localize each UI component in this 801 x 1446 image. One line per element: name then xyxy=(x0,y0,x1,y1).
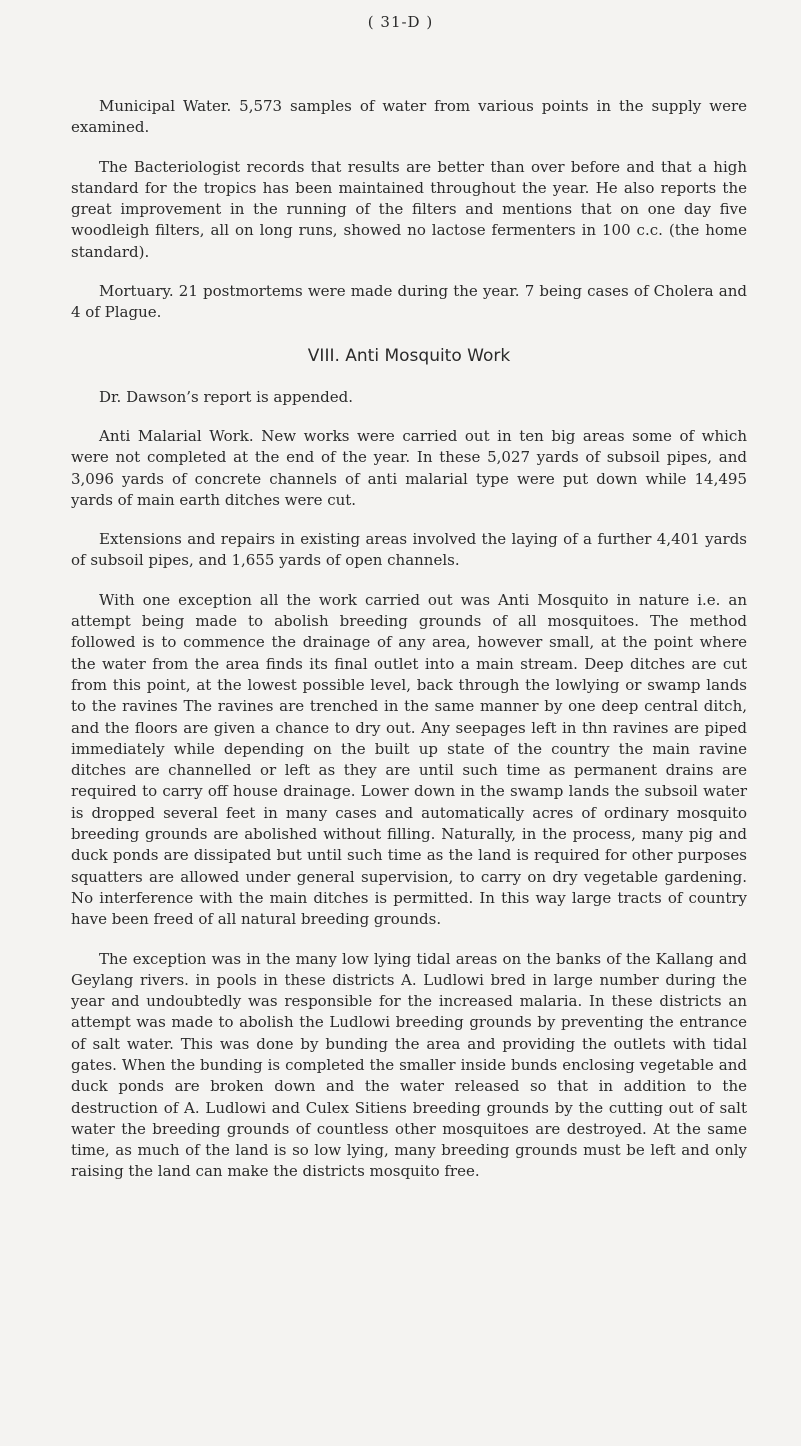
paragraph-anti-malarial-work: Anti Malarial Work. New works were carried out in ten big areas some of which were not completed at the end of the year. In these 5,027 yards of subsoil pipes, and 3,096 yards of concrete channels of anti malarial type were put down while 14,495 yards of main earth ditches were cut. xyxy=(71,426,747,509)
paragraph-exception: The exception was in the many low lying tidal areas on the banks of the Kallang and Geylang rivers. in pools in these districts A. Ludlowi bred in large number during the year and undoubtedly was responsible for the increased malaria. In these districts an attempt was made to abolish the Ludlowi breeding grounds by preventing the entrance of salt water. This was done by bunding the area and providing the outlets with tidal gates. When the bunding is completed the smaller inside bunds enclosing vegetable and duck ponds are broken down and the water released so that in addition to the destruction of A. Ludlowi and Culex Sitiens breeding grounds by the cutting out of salt water the breeding grounds of countless other mosquitoes are destroyed. At the same time, as much of the land is so low lying, many breeding grounds must be left and only raising the land can make the districts mosquito free. xyxy=(71,949,747,1181)
paragraph-municipal-water: Municipal Water. 5,573 samples of water from various points in the supply were examined. xyxy=(71,97,747,137)
paragraph-bacteriologist: The Bacteriologist records that results are better than over before and that a high standard for the tropics has been maintained throughout the year. He also reports the great improvement in the running of the filters and mentions that on one day five woodleigh filters, all on long runs, showed no lactose fermenters in 100 c.c. (the home standard). xyxy=(71,157,747,261)
paragraph-dawson-report: Dr. Dawson’s report is appended. xyxy=(99,387,353,406)
paragraph-extensions: Extensions and repairs in existing areas involved the laying of a further 4,401 yards of subsoil pipes, and 1,655 yards of open channels. xyxy=(71,530,747,570)
paragraph-mortuary: Mortuary. 21 postmortems were made during the year. 7 being cases of Cholera and 4 of Plague. xyxy=(71,282,747,322)
document-body xyxy=(71,96,747,1183)
section-heading: VIII. Anti Mosquito Work xyxy=(307,345,511,366)
paragraph-method: With one exception all the work carried out was Anti Mosquito in nature i.e. an attempt being made to abolish breeding grounds of all mosquitoes. The method followed is to commence the drainage of any area, however small, at the point where the water from the area finds its final outlet into a main stream. Deep ditches are cut from this point, at the lowest possible level, back through the lowlying or swamp lands to the ravines The ravines are trenched in the same manner by one deep central ditch, and the floors are given a chance to dry out. Any seepages left in thn ravines are piped immediately while depending on the built up state of the country the main ravine ditches are channelled or left as they are until such time as permanent drains are required to carry off house drainage. Lower down in the swamp lands the subsoil water is dropped several feet in many cases and automatically acres of ordinary mosquito breeding grounds are abolished without filling. Naturally, in the process, many pig and duck ponds are dissipated but until such time as the land is required for other purposes squatters are allowed under general supervision, to carry on dry vegetable gardening. No interference with the main ditches is permitted. In this way large tracts of country have been freed of all natural breeding grounds. xyxy=(71,590,747,929)
page-number: ( 31-D ) xyxy=(367,13,434,31)
